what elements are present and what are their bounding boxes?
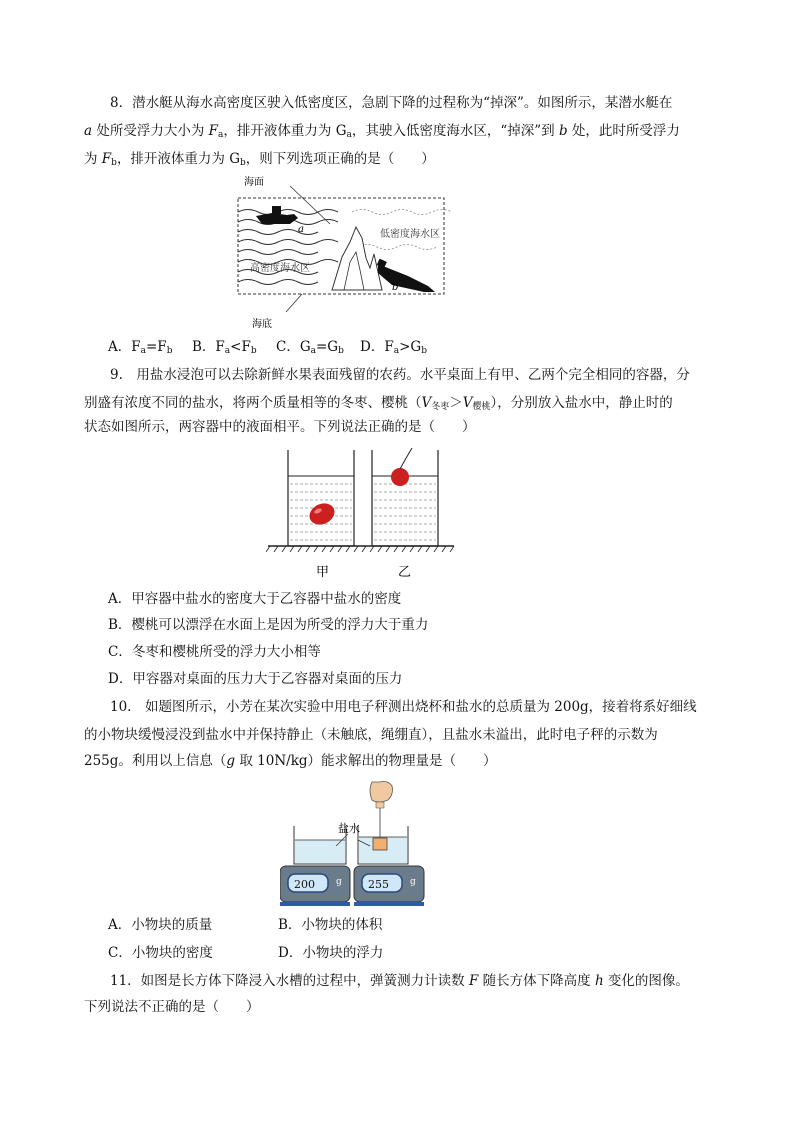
q8-label-b: b	[392, 282, 399, 293]
q8-option-a: A．$F_a=F_b$	[108, 339, 173, 356]
q8-line-3: 为 $F_b$，排开液体重力为 $G_b$，则下列选项正确的是（ ）	[84, 151, 435, 168]
q10-option-b: B．小物块的体积	[278, 917, 383, 933]
q8-option-b: B．$F_a<F_b$	[192, 339, 257, 356]
q8-option-d: D．$F_a>G_b$	[360, 339, 427, 356]
q9-label-jia: 甲	[316, 565, 330, 580]
q9-option-c: C．冬枣和樱桃所受的浮力大小相等	[108, 644, 321, 660]
q10-scale1-unit: g	[336, 877, 342, 887]
q10-scale1-value: 200	[294, 878, 315, 891]
q9-label-yi: 乙	[398, 565, 412, 580]
q9-option-a: A．甲容器中盐水的密度大于乙容器中盐水的密度	[108, 591, 402, 607]
q8-line-2: a 处所受浮力大小为 $F_a$，排开液体重力为 $G_a$，其驶入低密度海水区，“掉深”到 b 处，此时所受浮力	[84, 123, 680, 140]
q10-option-a: A．小物块的质量	[108, 917, 213, 933]
q10-line-1: 10. 如题图所示，小芳在某次实验中用电子秤测出烧杯和盐水的总质量为 200g，接着将系好细线	[110, 699, 697, 715]
q9-containers-figure	[266, 446, 456, 580]
q9-option-b: B．樱桃可以漂浮在水面上是因为所受的浮力大于重力	[108, 617, 429, 633]
q10-line-3: 255g。利用以上信息（g 取 10N/kg）能求解出的物理量是（ ）	[84, 753, 497, 769]
q9-line-1: 9. 用盐水浸泡可以去除新鲜水果表面残留的农药。水平桌面上有甲、乙两个完全相同的容器，分	[110, 367, 690, 383]
q9-line-3: 状态如图所示，两容器中的液面相平。下列说法正确的是（ ）	[84, 419, 476, 435]
q8-label-seabed: 海底	[252, 319, 272, 330]
q8-option-c: C．$G_a=G_b$	[276, 339, 344, 356]
q11-line-2: 下列说法不正确的是（ ）	[84, 999, 260, 1015]
q11-line-1: 11．如图是长方体下降浸入水槽的过程中，弹簧测力计读数 F 随长方体下降高度 h 变化的图像。	[110, 973, 689, 989]
q10-option-d: D．小物块的浮力	[278, 945, 384, 961]
q10-line-2: 的小物块缓慢浸没到盐水中并保持静止（未触底，绳绷直），且盐水未溢出，此时电子秤的示数为	[84, 727, 658, 743]
q10-scale2-value: 255	[368, 878, 389, 891]
q8-line-1: 8．潜水艇从海水高密度区驶入低密度区，急剧下降的过程称为“掉深”。如图所示，某潜水艇在	[110, 95, 673, 111]
q10-option-c: C．小物块的密度	[108, 945, 213, 961]
q10-scale2-unit: g	[410, 877, 416, 887]
q8-label-high-density: 高密度海水区	[250, 263, 310, 274]
q8-label-low-density: 低密度海水区	[380, 229, 440, 240]
q10-label-brine: 盐水	[338, 822, 360, 835]
q8-label-a: a	[298, 224, 304, 235]
q9-line-2: 别盛有浓度不同的盐水，将两个质量相等的冬枣、樱桃$(V_{冬枣}>V_{樱桃})$，分别放入盐水中，静止时的	[84, 395, 673, 412]
q8-submarine-figure	[232, 172, 454, 332]
q10-scale-figure	[280, 780, 430, 908]
q8-label-sea-surface: 海面	[244, 177, 264, 188]
q9-option-d: D．甲容器对桌面的压力大于乙容器对桌面的压力	[108, 671, 403, 687]
